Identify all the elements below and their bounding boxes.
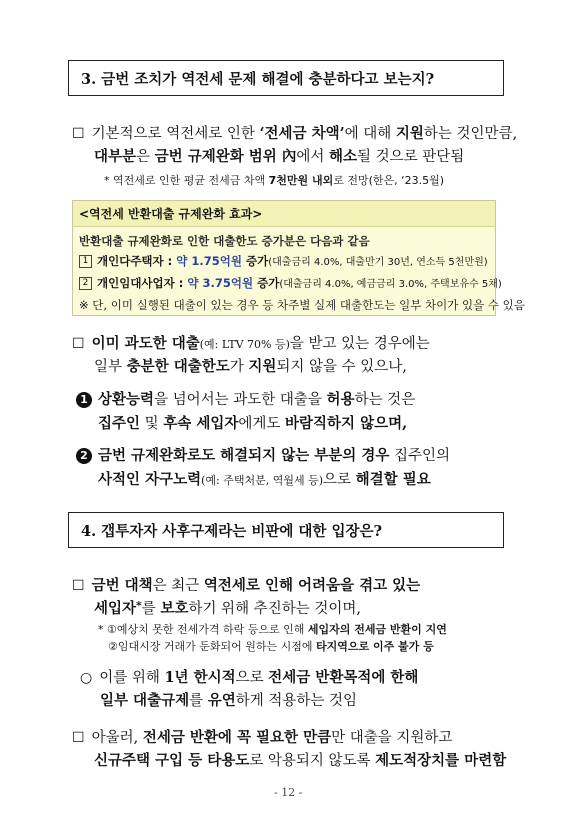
p1-line-1: ☐ 기본적으로 역전세로 인한 ‘전세금 차액’에 대해 지원하는 것인만큼, [72,125,518,142]
number-box-2: 2 [79,277,92,290]
square-bullet-icon: ☐ [72,730,85,746]
effect-row-2: 2 개인임대사업자 : 약 3.75억원 증가(대출금리 4.0%, 예금금리 3.0%, 주택보유수 5채) [79,275,502,291]
p2-item-1-line-1: 1 상환능력을 넘어서는 과도한 대출을 허용하는 것은 [76,388,415,409]
p5-line-2: 신규주택 구입 등 타용도로 악용되지 않도록 제도적장치를 마련함 [94,752,507,769]
circle-bullet-icon: ○ [80,670,93,686]
effect-row-1: 1 개인다주택자 : 약 1.75억원 증가(대출금리 4.0%, 대출만기 30년, 연소득 5천만원) [79,253,488,269]
circled-number-2-icon: 2 [76,448,92,464]
p1-line-2: 대부분은 금번 규제완화 범위 內에서 해소될 것으로 판단됨 [94,148,465,165]
p2-line-1: ☐ 이미 과도한 대출(예: LTV 70% 등)을 받고 있는 경우에는 [72,335,430,352]
p1-footnote: * 역전세로 인한 평균 전세금 차액 7천만원 내외로 전망(한은, ‘23.5월) [104,174,445,187]
section-4-heading-box [68,512,504,548]
square-bullet-icon: ☐ [72,578,85,594]
effect-subtitle: 반환대출 규제완화로 인한 대출한도 증가분은 다음과 같음 [79,234,370,248]
section-3-heading-box [68,60,504,96]
effect-box [72,200,525,316]
p2-item-2-line-2: 사적인 자구노력(예: 주택처분, 역월세 등)으로 해결할 필요 [98,471,431,488]
p3-footnote-1: * ①예상치 못한 전세가격 하락 등으로 인해 세입자의 전세금 반환이 지연 [98,623,447,636]
circled-number-1-icon: 1 [76,392,92,408]
p2-item-2-line-1: 2 금번 규제완화로도 해결되지 않는 부분의 경우 집주인의 [76,444,450,465]
effect-title: <역전세 반환대출 규제완화 효과> [73,201,495,227]
p5-line-1: ☐ 아울러, 전세금 반환에 꼭 필요한 만큼만 대출을 지원하고 [72,729,453,746]
section-3-heading: 3. 금번 조치가 역전세 문제 해결에 충분하다고 보는지? [81,70,435,88]
p2-item-1-line-2: 집주인 및 후속 세입자에게도 바람직하지 않으며, [98,415,408,432]
p4-line-2: 일부 대출규제를 유연하게 적용하는 것임 [100,692,358,709]
p3-line-1: ☐ 금번 대책은 최근 역전세로 인해 어려움을 겪고 있는 [72,577,421,594]
section-4-heading: 4. 갭투자자 사후구제라는 비판에 대한 입장은? [81,522,382,540]
p3-line-2: 세입자*를 보호하기 위해 추진하는 것이며, [94,599,361,617]
p4-line-1: ○ 이를 위해 1년 한시적으로 전세금 반환목적에 한해 [80,669,419,686]
number-box-1: 1 [79,255,92,268]
page-number: - 12 - [274,786,303,799]
p3-footnote-2: ②임대시장 거래가 둔화되어 원하는 시점에 타지역으로 이주 불가 등 [108,640,434,653]
p2-line-2: 일부 충분한 대출한도가 지원되지 않을 수 있으나, [94,358,407,375]
square-bullet-icon: ☐ [72,336,85,352]
effect-note: ※ 단, 이미 실행된 대출이 있는 경우 등 차주별 실제 대출한도는 일부 차이가 있을 수 있음 [79,298,525,312]
square-bullet-icon: ☐ [72,126,85,142]
